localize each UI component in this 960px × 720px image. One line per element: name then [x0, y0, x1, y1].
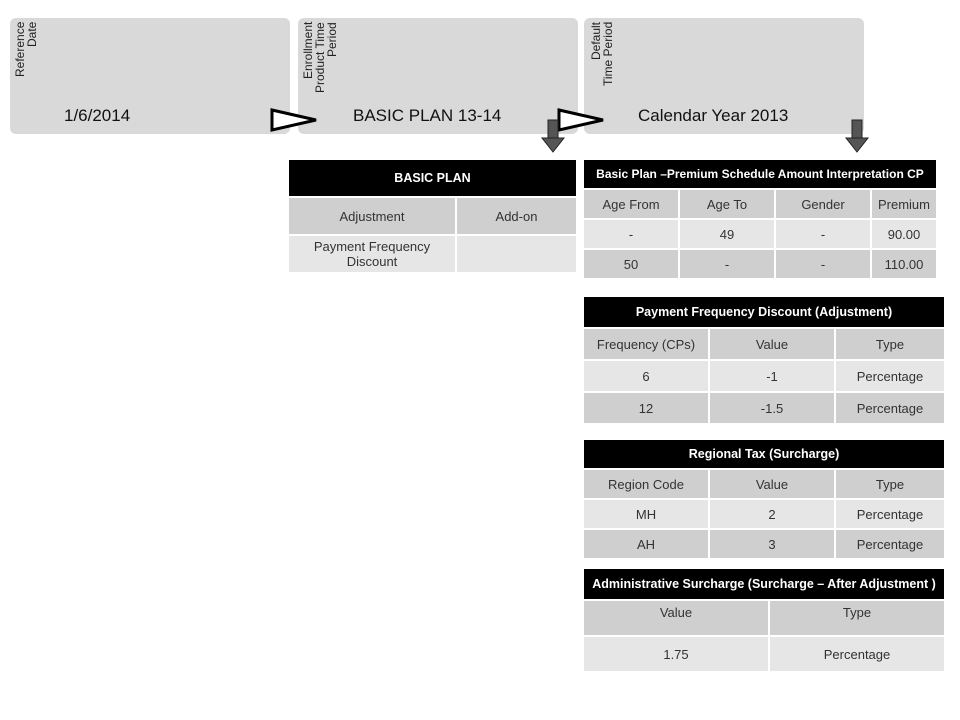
payment-frequency-title: Payment Frequency Discount (Adjustment): [584, 297, 944, 329]
table-cell: Payment Frequency Discount: [289, 236, 457, 274]
regional-tax-table: [584, 440, 944, 560]
admin-surcharge-title: Administrative Surcharge (Surcharge – After Adjustment ): [584, 569, 944, 601]
arrow-right-icon: [270, 108, 320, 132]
column-header: Value: [710, 470, 836, 500]
table-cell: Percentage: [836, 393, 944, 425]
table-cell: 6: [584, 361, 710, 393]
default-time-period-value: Calendar Year 2013: [638, 106, 789, 125]
reference-date-value: 1/6/2014: [64, 106, 131, 125]
table-cell: -1.5: [710, 393, 836, 425]
table-cell: 90.00: [872, 220, 936, 250]
table-cell: 1.75: [584, 637, 770, 673]
column-header: Frequency (CPs): [584, 329, 710, 361]
table-cell: -: [776, 220, 872, 250]
premium-schedule-title: Basic Plan –Premium Schedule Amount Interpretation CP: [584, 160, 936, 190]
reference-date-label: Reference Date: [13, 22, 39, 78]
table-cell: 3: [710, 530, 836, 560]
table-cell: 110.00: [872, 250, 936, 280]
enrollment-period-value: BASIC PLAN 13-14: [353, 106, 502, 125]
reference-date-panel: [10, 18, 290, 134]
table-cell: [457, 236, 576, 274]
column-header: Value: [710, 329, 836, 361]
column-header: Premium: [872, 190, 936, 220]
column-header: Type: [770, 601, 944, 637]
enrollment-period-label: Enrollment Product Time Period: [301, 22, 339, 93]
column-header: Adjustment: [289, 198, 457, 236]
arrow-down-icon: [540, 118, 566, 154]
arrow-down-icon: [844, 118, 870, 154]
default-time-period-panel: [584, 18, 864, 134]
regional-tax-title: Regional Tax (Surcharge): [584, 440, 944, 470]
table-cell: -: [584, 220, 680, 250]
table-cell: 2: [710, 500, 836, 530]
column-header: Add-on: [457, 198, 576, 236]
table-cell: Percentage: [770, 637, 944, 673]
table-cell: AH: [584, 530, 710, 560]
column-header: Gender: [776, 190, 872, 220]
table-cell: -1: [710, 361, 836, 393]
column-header: Type: [836, 329, 944, 361]
column-header: Region Code: [584, 470, 710, 500]
table-cell: MH: [584, 500, 710, 530]
table-cell: -: [680, 250, 776, 280]
payment-frequency-table: [584, 297, 944, 425]
basic-plan-table: [289, 160, 576, 274]
column-header: Type: [836, 470, 944, 500]
table-cell: Percentage: [836, 500, 944, 530]
premium-schedule-table: [584, 160, 936, 280]
column-header: Value: [584, 601, 770, 637]
admin-surcharge-table: [584, 569, 944, 673]
default-time-period-label: Default Time Period: [589, 22, 615, 87]
table-cell: -: [776, 250, 872, 280]
column-header: Age To: [680, 190, 776, 220]
table-cell: Percentage: [836, 361, 944, 393]
column-header: Age From: [584, 190, 680, 220]
table-cell: 49: [680, 220, 776, 250]
enrollment-period-panel: [298, 18, 578, 134]
table-cell: 12: [584, 393, 710, 425]
table-cell: 50: [584, 250, 680, 280]
table-cell: Percentage: [836, 530, 944, 560]
basic-plan-title: BASIC PLAN: [289, 160, 576, 198]
